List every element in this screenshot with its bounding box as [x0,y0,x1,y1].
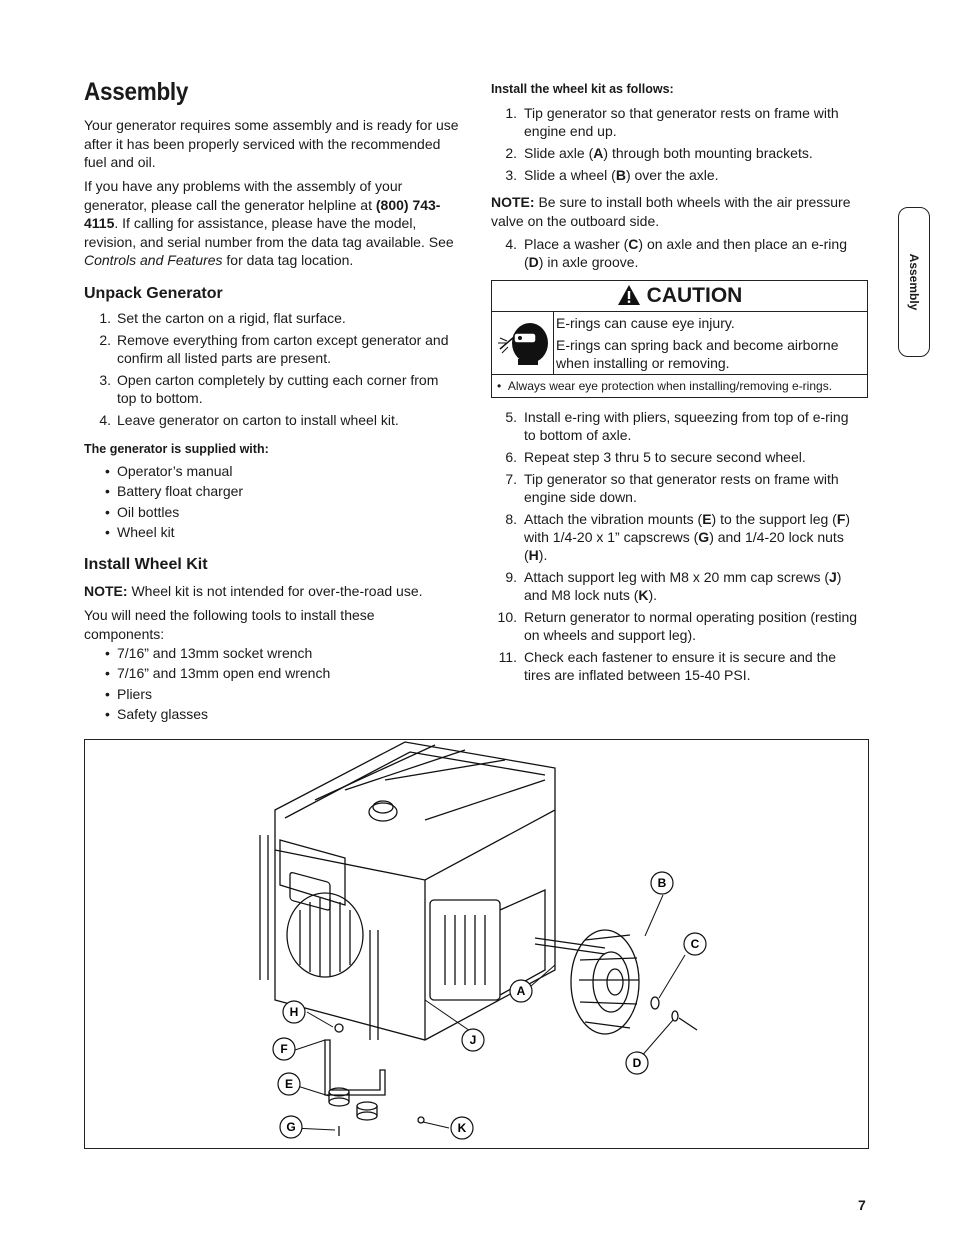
page-title: Assembly [84,78,189,106]
svg-text:E: E [284,1077,294,1091]
warning-icon [617,284,641,306]
eye-protection-icon [492,311,553,374]
svg-text:K: K [457,1121,467,1135]
controls-features-reference: Controls and Features [84,252,223,268]
svg-text:B: B [657,876,667,890]
unpack-steps [91,309,461,433]
list-item: 5. Install e-ring with pliers, squeezing from top of e-ring to bottom of axle. [505,409,849,443]
helpline-phone: (800) 743-4115 [84,196,441,231]
note-label: NOTE: [491,194,535,210]
svg-text:H: H [289,1005,299,1019]
tools-intro: You will need the following tools to install these components: [84,607,375,642]
install-steps-c [491,408,863,688]
list-item: • 7/16” and 13mm socket wrench [103,644,403,662]
callout-d [626,1052,648,1074]
list-item: 6. Repeat step 3 thru 5 to secure second wheel. [505,449,806,465]
note-text: Wheel kit is not intended for over-the-road use. [127,583,423,599]
wheelkit-note [84,582,464,601]
unpack-heading: Unpack Generator [84,285,223,302]
assembly-illustration [84,739,869,1149]
helpline-text-2: . If calling for assistance, please have the model, revision, and serial number from the data tag available. See [84,215,454,250]
tools-list [103,644,403,725]
helpline-text: If you have any problems with the assembly of your generator, please call the generator helpline at [84,178,403,213]
list-item: • Oil bottles [103,503,403,521]
install-heading: Install the wheel kit as follows: [491,82,674,96]
callout-j [462,1029,484,1051]
install-steps-a [491,104,863,188]
caution-footer: • Always wear eye protection when installing/removing e-rings. [492,374,867,397]
list-item: 7. Tip generator so that generator rests on frame with engine side down. [505,471,839,505]
list-item: 3. Slide a wheel (B) over the axle. [505,167,719,183]
callout-g [280,1116,302,1138]
list-item: • Operator’s manual [103,462,403,480]
caution-title: CAUTION [646,284,743,307]
list-item: • Pliers [103,685,403,703]
page-number: 7 [858,1197,866,1213]
callout-e [278,1073,300,1095]
note-text: Be sure to install both wheels with the air pressure valve on the outboard side. [491,194,851,229]
generator-wheel-kit-diagram [85,740,867,1147]
supplied-list [103,462,403,543]
svg-text:C: C [690,937,700,951]
svg-text:A: A [516,984,526,998]
caution-box [491,280,868,398]
callout-a [510,980,532,1002]
list-item: 10. Return generator to normal operating position (resting on wheels and support leg). [497,609,858,643]
list-item: 1. Tip generator so that generator rests on frame with engine end up. [505,105,839,139]
note-label: NOTE: [84,583,128,599]
list-item: • Safety glasses [103,705,403,723]
install-steps-b [491,235,869,275]
section-side-tab [898,207,930,357]
list-item: • Wheel kit [103,523,403,541]
list-item: 9. Attach support leg with M8 x 20 mm cap screws (J) and M8 lock nuts (K). [505,569,842,603]
supplied-heading: The generator is supplied with: [84,442,269,456]
caution-line: E-rings can cause eye injury. [556,315,735,331]
wheelkit-heading: Install Wheel Kit [84,556,208,573]
list-item: 8. Attach the vibration mounts (E) to the support leg (F) with 1/4-20 x 1” capscrews (G) and 1/4-20 lock nuts (H). [505,511,851,563]
svg-text:J: J [469,1033,477,1047]
list-item: 4. Leave generator on carton to install wheel kit. [99,412,399,428]
side-tab-label: Assembly [907,253,921,311]
svg-text:G: G [286,1120,296,1134]
list-item: 11. Check each fastener to ensure it is secure and the tires are inflated between 15-40 PSI. [498,649,837,683]
callout-c [684,933,706,955]
eye-protection-icon-cell [492,311,554,374]
caution-line: E-rings can spring back and become airborne when installing or removing. [556,337,839,371]
list-item: 4. Place a washer (C) on axle and then place an e-ring (D) in axle groove. [505,236,847,270]
callout-k [451,1117,473,1139]
generator-drawing [260,742,697,1136]
caution-header [492,281,867,312]
callout-f [273,1038,295,1060]
list-item: 1. Set the carton on a rigid, flat surface. [99,310,346,326]
list-item: 2. Slide axle (A) through both mounting brackets. [505,145,813,161]
list-item: 3. Open carton completely by cutting each corner from top to bottom. [99,372,439,406]
intro-paragraph: Your generator requires some assembly and is ready for use after it has been properly serviced with the recommended fuel and oil. [84,117,459,170]
caution-footer-text: Always wear eye protection when installing/removing e-rings. [507,379,833,393]
svg-text:D: D [632,1056,642,1070]
list-item: • 7/16” and 13mm open end wrench [103,664,403,682]
helpline-paragraph [84,177,466,270]
svg-text:F: F [280,1042,288,1056]
callout-h [283,1001,305,1023]
helpline-text-3: for data tag location. [222,252,354,268]
caution-text [556,314,861,376]
callout-b [651,872,673,894]
install-note [491,193,863,230]
list-item: • Battery float charger [103,482,403,500]
list-item: 2. Remove everything from carton except generator and confirm all listed parts are present. [99,332,449,366]
